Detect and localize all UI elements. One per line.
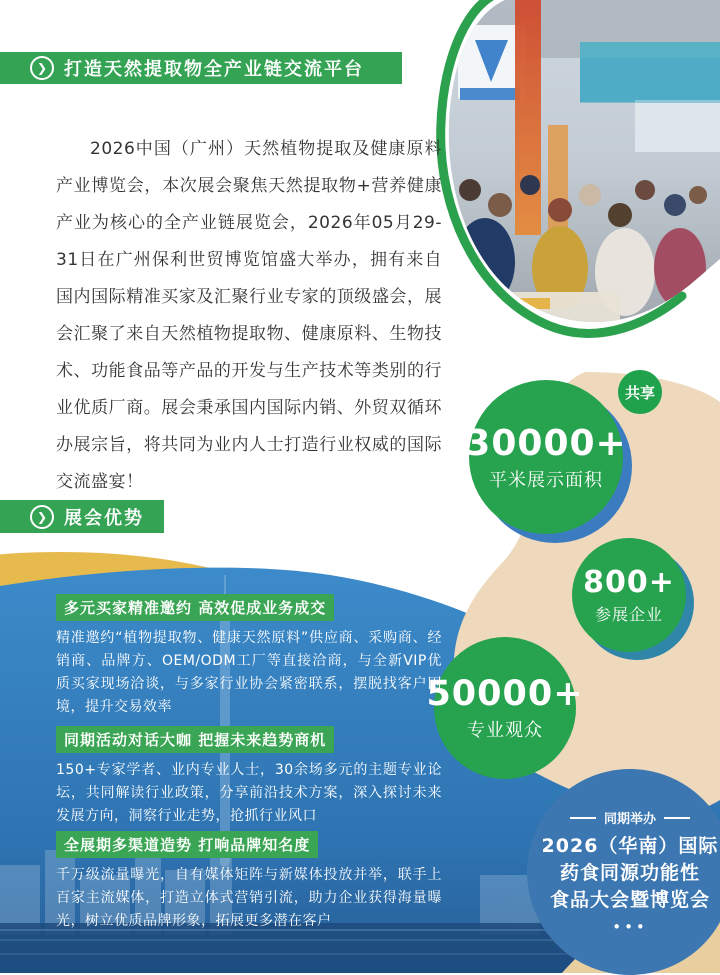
advantage-body: 150+专家学者、业内专业人士，30余场多元的主题专业论坛，共同解读行业政策，分享前沿技术方案，深入探讨未来发展方向，洞察行业走势，抢抓行业风口	[56, 762, 442, 824]
stat-value: 50000+	[426, 674, 584, 714]
stat-label: 平米展示面积	[489, 469, 603, 491]
dots-decoration: •••	[612, 918, 648, 936]
concurrent-label: 同期举办	[603, 812, 656, 827]
stat-label: 参展企业	[594, 605, 663, 624]
advantage-title-badge: 多元买家精准邀约 高效促成业务成交	[56, 594, 334, 621]
concurrent-title-line2: 药食同源功能性	[559, 862, 700, 884]
stat-label: 专业观众	[467, 720, 543, 741]
share-badge: 共享	[618, 370, 662, 414]
stat-value: 30000+	[465, 422, 627, 464]
section-title: 展会优势	[64, 507, 144, 529]
exhibition-photo	[430, 0, 720, 355]
dash-line	[570, 817, 596, 819]
dash-line	[664, 817, 690, 819]
advantage-title-badge: 全展期多渠道造势 打响品牌知名度	[56, 831, 318, 858]
section-header-platform	[0, 52, 402, 84]
section-header-advantages	[0, 500, 164, 533]
advantage-section-forums	[56, 726, 442, 828]
intro-paragraph: 2026中国（广州）天然植物提取及健康原料产业博览会，本次展会聚焦天然提取物+营养健康产业为核心的全产业链展览会，2026年05月29-31日在广州保利世贸博览馆盛大举办，拥有来自国内国际精准买家及汇聚行业专家的顶级盛会，展会汇聚了来自天然植物提取物、健康原料、生物技术、功能食品等产品的开发与生产技术等类别的行业优质厂商。展会秉承国内国际内销、外贸双循环办展宗旨，将共同为业内人士打造行业权威的国际交流盛宴！	[56, 139, 442, 492]
concurrent-tag	[570, 808, 690, 827]
advantage-section-buyers	[56, 594, 442, 719]
concurrent-title-line3: 食品大会暨博览会	[549, 889, 710, 911]
chevron-circle-icon: ❯	[30, 505, 54, 529]
stat-circle-exhibit-area	[465, 380, 627, 534]
stat-value: 800+	[583, 565, 675, 600]
concurrent-event-circle	[527, 769, 720, 975]
concurrent-title-line1: 2026（华南）国际	[541, 835, 719, 857]
section-title: 打造天然提取物全产业链交流平台	[64, 59, 364, 80]
advantage-title-badge: 同期活动对话大咖 把握未来趋势商机	[56, 726, 334, 753]
advantage-section-branding	[56, 831, 442, 933]
advantage-body: 千万级流量曝光，自有媒体矩阵与新媒体投放并举，联手上百家主流媒体，打造立体式营销引流，助力企业获得海量曝光，树立优质品牌形象，拓展更多潜在客户	[56, 867, 442, 929]
stat-circle-visitors	[426, 637, 584, 779]
stat-circle-exhibitors	[572, 538, 686, 652]
advantage-body: 精准邀约“植物提取物、健康天然原料”供应商、采购商、经销商、品牌方、OEM/ODM工厂等直接洽商，与全新VIP优质买家现场洽谈，与多家行业协会紧密联系，摆脱找客户困境，提升交易效率	[56, 630, 442, 715]
chevron-circle-icon: ❯	[30, 56, 54, 80]
